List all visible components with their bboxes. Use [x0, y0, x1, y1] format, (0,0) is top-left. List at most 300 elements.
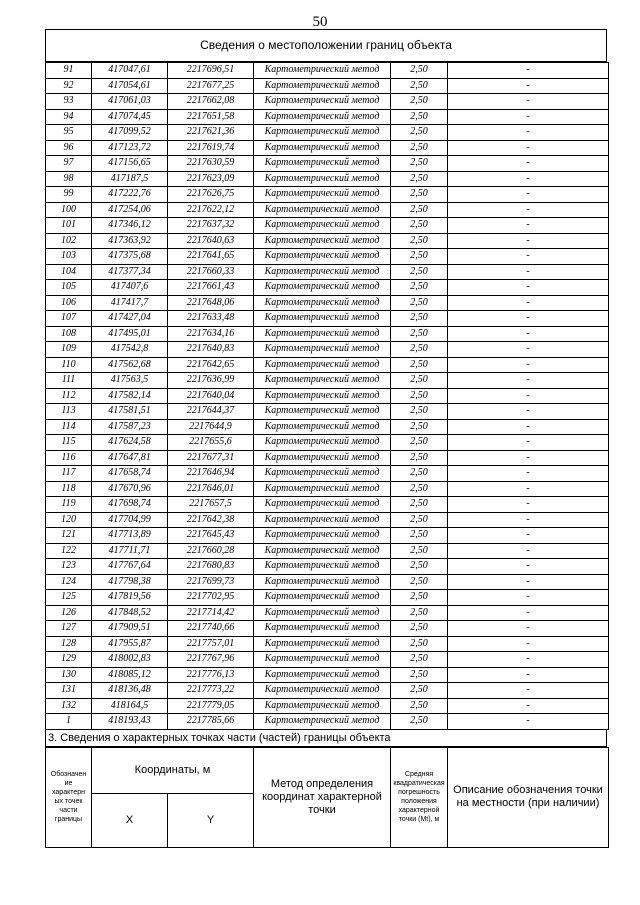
coord-x: 417711,71	[92, 543, 168, 559]
description: -	[448, 326, 609, 342]
point-number: 101	[46, 218, 92, 234]
col-y-header: Y	[168, 793, 254, 847]
accuracy: 2,50	[391, 280, 448, 296]
accuracy: 2,50	[391, 233, 448, 249]
accuracy: 2,50	[391, 342, 448, 358]
description: -	[448, 698, 609, 714]
point-number: 95	[46, 125, 92, 141]
description: -	[448, 683, 609, 699]
method: Картометрический метод	[254, 171, 391, 187]
accuracy: 2,50	[391, 171, 448, 187]
point-number: 102	[46, 233, 92, 249]
coord-y: 2217757,01	[168, 636, 254, 652]
accuracy: 2,50	[391, 543, 448, 559]
coord-x: 418085,12	[92, 667, 168, 683]
coord-y: 2217642,38	[168, 512, 254, 528]
table-row	[46, 605, 609, 621]
coord-y: 2217714,42	[168, 605, 254, 621]
accuracy: 2,50	[391, 497, 448, 513]
method: Картометрический метод	[254, 419, 391, 435]
coord-x: 417074,45	[92, 109, 168, 125]
section-title: Сведения о местоположении границ объекта	[45, 29, 607, 62]
description: -	[448, 311, 609, 327]
method: Картометрический метод	[254, 714, 391, 730]
coord-y: 2217660,33	[168, 264, 254, 280]
accuracy: 2,50	[391, 435, 448, 451]
coord-y: 2217640,63	[168, 233, 254, 249]
coord-x: 417647,81	[92, 450, 168, 466]
accuracy: 2,50	[391, 202, 448, 218]
description: -	[448, 373, 609, 389]
accuracy: 2,50	[391, 528, 448, 544]
description: -	[448, 435, 609, 451]
coord-x: 418136,48	[92, 683, 168, 699]
accuracy: 2,50	[391, 140, 448, 156]
description: -	[448, 497, 609, 513]
table-row	[46, 419, 609, 435]
document-frame	[45, 29, 607, 848]
point-number: 118	[46, 481, 92, 497]
coord-y: 2217651,58	[168, 109, 254, 125]
table-row	[46, 171, 609, 187]
point-number: 107	[46, 311, 92, 327]
point-number: 126	[46, 605, 92, 621]
point-number: 108	[46, 326, 92, 342]
coord-y: 2217657,5	[168, 497, 254, 513]
col-description-header: Описание обозначения точки на местности (при наличии)	[448, 747, 609, 847]
method: Картометрический метод	[254, 636, 391, 652]
coord-y: 2217696,51	[168, 63, 254, 79]
point-number: 104	[46, 264, 92, 280]
method: Картометрический метод	[254, 233, 391, 249]
description: -	[448, 667, 609, 683]
method: Картометрический метод	[254, 342, 391, 358]
accuracy: 2,50	[391, 125, 448, 141]
description: -	[448, 264, 609, 280]
point-number: 110	[46, 357, 92, 373]
coord-x: 417375,68	[92, 249, 168, 265]
accuracy: 2,50	[391, 512, 448, 528]
point-number: 119	[46, 497, 92, 513]
table-row	[46, 295, 609, 311]
description: -	[448, 714, 609, 730]
description: -	[448, 481, 609, 497]
coord-y: 2217740,66	[168, 621, 254, 637]
coord-x: 417587,23	[92, 419, 168, 435]
method: Картометрический метод	[254, 543, 391, 559]
point-number: 117	[46, 466, 92, 482]
description: -	[448, 171, 609, 187]
coord-x: 417061,03	[92, 94, 168, 110]
col-point-header: Обозначение характерных точек части границы	[46, 747, 92, 847]
coord-y: 2217619,74	[168, 140, 254, 156]
coord-y: 2217677,25	[168, 78, 254, 94]
coord-y: 2217660,28	[168, 543, 254, 559]
description: -	[448, 140, 609, 156]
point-number: 103	[46, 249, 92, 265]
coord-y: 2217677,31	[168, 450, 254, 466]
table-row	[46, 264, 609, 280]
method: Картометрический метод	[254, 202, 391, 218]
coord-x: 418164,5	[92, 698, 168, 714]
coord-y: 2217646,01	[168, 481, 254, 497]
coord-y: 2217662,08	[168, 94, 254, 110]
point-number: 93	[46, 94, 92, 110]
method: Картометрический метод	[254, 63, 391, 79]
accuracy: 2,50	[391, 481, 448, 497]
coord-y: 2217630,59	[168, 156, 254, 172]
accuracy: 2,50	[391, 466, 448, 482]
table-row	[46, 233, 609, 249]
method: Картометрический метод	[254, 109, 391, 125]
method: Картометрический метод	[254, 590, 391, 606]
point-number: 99	[46, 187, 92, 203]
accuracy: 2,50	[391, 264, 448, 280]
description: -	[448, 78, 609, 94]
description: -	[448, 543, 609, 559]
method: Картометрический метод	[254, 450, 391, 466]
coord-y: 2217621,36	[168, 125, 254, 141]
coord-x: 417417,7	[92, 295, 168, 311]
table-row	[46, 78, 609, 94]
coord-y: 2217699,73	[168, 574, 254, 590]
method: Картометрический метод	[254, 528, 391, 544]
table-row	[46, 140, 609, 156]
table-row	[46, 109, 609, 125]
method: Картометрический метод	[254, 326, 391, 342]
coord-x: 417562,68	[92, 357, 168, 373]
description: -	[448, 450, 609, 466]
accuracy: 2,50	[391, 574, 448, 590]
accuracy: 2,50	[391, 559, 448, 575]
coord-x: 417495,01	[92, 326, 168, 342]
method: Картометрический метод	[254, 78, 391, 94]
point-number: 120	[46, 512, 92, 528]
method: Картометрический метод	[254, 373, 391, 389]
method: Картометрический метод	[254, 574, 391, 590]
table-row	[46, 342, 609, 358]
point-number: 105	[46, 280, 92, 296]
coord-y: 2217655,6	[168, 435, 254, 451]
method: Картометрический метод	[254, 94, 391, 110]
coord-x: 417819,56	[92, 590, 168, 606]
description: -	[448, 202, 609, 218]
coord-x: 417123,72	[92, 140, 168, 156]
section3-title: 3. Сведения о характерных точках части (частей) границы объекта	[45, 730, 607, 747]
accuracy: 2,50	[391, 295, 448, 311]
description: -	[448, 466, 609, 482]
coord-x: 417254,06	[92, 202, 168, 218]
table-row	[46, 373, 609, 389]
accuracy: 2,50	[391, 714, 448, 730]
coord-x: 417581,51	[92, 404, 168, 420]
table-row	[46, 683, 609, 699]
point-number: 106	[46, 295, 92, 311]
accuracy: 2,50	[391, 109, 448, 125]
table-row	[46, 125, 609, 141]
accuracy: 2,50	[391, 419, 448, 435]
coord-y: 2217661,43	[168, 280, 254, 296]
point-number: 127	[46, 621, 92, 637]
point-number: 115	[46, 435, 92, 451]
method: Картометрический метод	[254, 698, 391, 714]
description: -	[448, 590, 609, 606]
accuracy: 2,50	[391, 652, 448, 668]
coord-x: 417099,52	[92, 125, 168, 141]
coord-y: 2217785,66	[168, 714, 254, 730]
table-row	[46, 94, 609, 110]
description: -	[448, 652, 609, 668]
description: -	[448, 357, 609, 373]
coord-y: 2217767,96	[168, 652, 254, 668]
method: Картометрический метод	[254, 652, 391, 668]
coord-y: 2217773,22	[168, 683, 254, 699]
table-row	[46, 512, 609, 528]
coord-y: 2217634,16	[168, 326, 254, 342]
table-row	[46, 404, 609, 420]
method: Картометрический метод	[254, 466, 391, 482]
description: -	[448, 636, 609, 652]
point-number: 128	[46, 636, 92, 652]
method: Картометрический метод	[254, 388, 391, 404]
table-row	[46, 528, 609, 544]
coord-x: 417346,12	[92, 218, 168, 234]
coord-y: 2217646,94	[168, 466, 254, 482]
description: -	[448, 63, 609, 79]
table-row	[46, 466, 609, 482]
method: Картометрический метод	[254, 559, 391, 575]
description: -	[448, 404, 609, 420]
coord-y: 2217648,06	[168, 295, 254, 311]
point-number: 100	[46, 202, 92, 218]
coordinates-table	[45, 62, 609, 730]
accuracy: 2,50	[391, 357, 448, 373]
coord-y: 2217776,13	[168, 667, 254, 683]
coord-y: 2217640,04	[168, 388, 254, 404]
coord-x: 417363,92	[92, 233, 168, 249]
accuracy: 2,50	[391, 605, 448, 621]
coord-x: 417713,89	[92, 528, 168, 544]
table-row	[46, 636, 609, 652]
point-number: 109	[46, 342, 92, 358]
coord-y: 2217702,95	[168, 590, 254, 606]
coord-y: 2217641,65	[168, 249, 254, 265]
accuracy: 2,50	[391, 590, 448, 606]
coord-x: 417582,14	[92, 388, 168, 404]
coord-x: 417658,74	[92, 466, 168, 482]
method: Картометрический метод	[254, 140, 391, 156]
table-row	[46, 187, 609, 203]
description: -	[448, 249, 609, 265]
method: Картометрический метод	[254, 125, 391, 141]
point-number: 123	[46, 559, 92, 575]
coord-x: 417427,04	[92, 311, 168, 327]
method: Картометрический метод	[254, 512, 391, 528]
coord-x: 418002,83	[92, 652, 168, 668]
point-number: 112	[46, 388, 92, 404]
point-number: 94	[46, 109, 92, 125]
accuracy: 2,50	[391, 404, 448, 420]
description: -	[448, 218, 609, 234]
coord-x: 417222,76	[92, 187, 168, 203]
table-row	[46, 543, 609, 559]
table-row	[46, 311, 609, 327]
point-number: 113	[46, 404, 92, 420]
point-number: 130	[46, 667, 92, 683]
coord-y: 2217645,43	[168, 528, 254, 544]
point-number: 124	[46, 574, 92, 590]
coord-y: 2217623,09	[168, 171, 254, 187]
col-method-header: Метод определения координат характерной точки	[254, 747, 391, 847]
accuracy: 2,50	[391, 326, 448, 342]
method: Картометрический метод	[254, 218, 391, 234]
description: -	[448, 528, 609, 544]
description: -	[448, 156, 609, 172]
table-row	[46, 249, 609, 265]
description: -	[448, 559, 609, 575]
coord-x: 417704,99	[92, 512, 168, 528]
description: -	[448, 605, 609, 621]
point-number: 111	[46, 373, 92, 389]
method: Картометрический метод	[254, 280, 391, 296]
coord-y: 2217644,9	[168, 419, 254, 435]
point-number: 132	[46, 698, 92, 714]
coord-x: 417563,5	[92, 373, 168, 389]
point-number: 97	[46, 156, 92, 172]
coord-x: 417054,61	[92, 78, 168, 94]
coord-y: 2217642,65	[168, 357, 254, 373]
coord-x: 417909,51	[92, 621, 168, 637]
description: -	[448, 187, 609, 203]
method: Картометрический метод	[254, 404, 391, 420]
accuracy: 2,50	[391, 63, 448, 79]
coord-y: 2217680,83	[168, 559, 254, 575]
table-row	[46, 280, 609, 296]
point-number: 129	[46, 652, 92, 668]
col-x-header: X	[92, 793, 168, 847]
coord-x: 417377,34	[92, 264, 168, 280]
coord-x: 417187,5	[92, 171, 168, 187]
description: -	[448, 280, 609, 296]
table-row	[46, 714, 609, 730]
description: -	[448, 342, 609, 358]
table-row	[46, 652, 609, 668]
method: Картометрический метод	[254, 357, 391, 373]
accuracy: 2,50	[391, 249, 448, 265]
coord-x: 417047,61	[92, 63, 168, 79]
table-row	[46, 435, 609, 451]
coord-y: 2217633,48	[168, 311, 254, 327]
coord-x: 418193,43	[92, 714, 168, 730]
description: -	[448, 419, 609, 435]
table-row	[46, 590, 609, 606]
table-row	[46, 202, 609, 218]
method: Картометрический метод	[254, 249, 391, 265]
coord-y: 2217622,12	[168, 202, 254, 218]
col-coords-header: Координаты, м	[92, 747, 254, 793]
table-row	[46, 63, 609, 79]
description: -	[448, 109, 609, 125]
point-number: 92	[46, 78, 92, 94]
coord-x: 417798,38	[92, 574, 168, 590]
description: -	[448, 388, 609, 404]
table-row	[46, 559, 609, 575]
page-number: 50	[312, 14, 328, 30]
accuracy: 2,50	[391, 667, 448, 683]
point-number: 1	[46, 714, 92, 730]
method: Картометрический метод	[254, 497, 391, 513]
point-number: 131	[46, 683, 92, 699]
description: -	[448, 94, 609, 110]
description: -	[448, 621, 609, 637]
method: Картометрический метод	[254, 683, 391, 699]
point-number: 96	[46, 140, 92, 156]
accuracy: 2,50	[391, 94, 448, 110]
coord-x: 417407,6	[92, 280, 168, 296]
accuracy: 2,50	[391, 373, 448, 389]
coordinates-table-body	[46, 63, 609, 730]
table-row	[46, 156, 609, 172]
coord-x: 417670,96	[92, 481, 168, 497]
table-row	[46, 621, 609, 637]
coord-y: 2217644,37	[168, 404, 254, 420]
point-number: 98	[46, 171, 92, 187]
accuracy: 2,50	[391, 683, 448, 699]
point-number: 125	[46, 590, 92, 606]
description: -	[448, 295, 609, 311]
coord-x: 417767,64	[92, 559, 168, 575]
method: Картометрический метод	[254, 156, 391, 172]
table-row	[46, 388, 609, 404]
table-row	[46, 698, 609, 714]
accuracy: 2,50	[391, 698, 448, 714]
coord-x: 417542,8	[92, 342, 168, 358]
accuracy: 2,50	[391, 311, 448, 327]
method: Картометрический метод	[254, 311, 391, 327]
coord-y: 2217626,75	[168, 187, 254, 203]
table-row	[46, 450, 609, 466]
coord-y: 2217637,32	[168, 218, 254, 234]
table-row	[46, 357, 609, 373]
description: -	[448, 125, 609, 141]
description: -	[448, 512, 609, 528]
description: -	[448, 233, 609, 249]
point-number: 121	[46, 528, 92, 544]
point-number: 122	[46, 543, 92, 559]
point-number: 114	[46, 419, 92, 435]
coord-y: 2217640,83	[168, 342, 254, 358]
coord-x: 417698,74	[92, 497, 168, 513]
accuracy: 2,50	[391, 621, 448, 637]
method: Картометрический метод	[254, 605, 391, 621]
coord-y: 2217636,99	[168, 373, 254, 389]
table-row	[46, 574, 609, 590]
coord-y: 2217779,05	[168, 698, 254, 714]
accuracy: 2,50	[391, 187, 448, 203]
coord-x: 417624,58	[92, 435, 168, 451]
coord-x: 417955,87	[92, 636, 168, 652]
method: Картометрический метод	[254, 295, 391, 311]
method: Картометрический метод	[254, 481, 391, 497]
method: Картометрический метод	[254, 435, 391, 451]
method: Картометрический метод	[254, 264, 391, 280]
coord-x: 417156,65	[92, 156, 168, 172]
accuracy: 2,50	[391, 156, 448, 172]
col-accuracy-header: Средняя квадратическая погрешность положения характерной точки (Mt), м	[391, 747, 448, 847]
method: Картометрический метод	[254, 667, 391, 683]
accuracy: 2,50	[391, 388, 448, 404]
point-number: 91	[46, 63, 92, 79]
